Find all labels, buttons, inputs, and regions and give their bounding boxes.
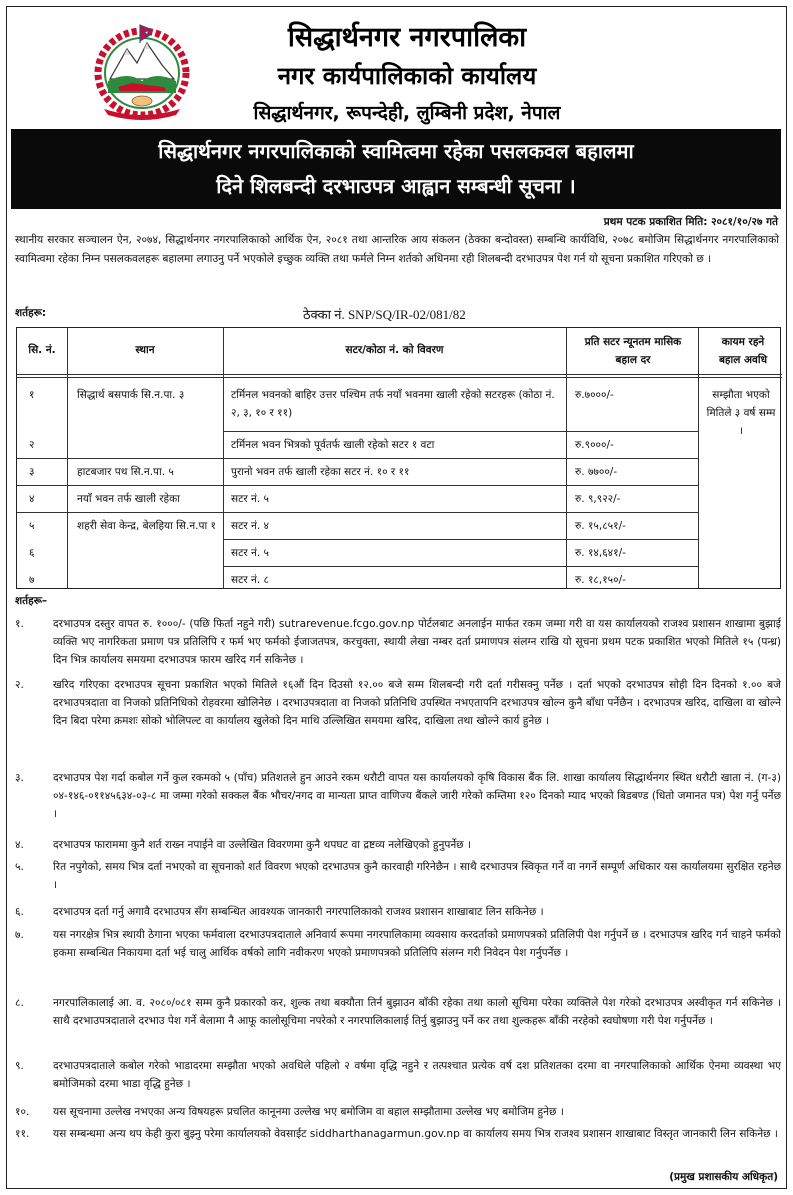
condition-item: ७. यस नगरक्षेत्र भित्र स्थायी ठेगाना भएका फर्मवाला दरभाउपत्रदाताले अनिवार्य रूपमा नगरपालिकामा व्यवसाय करदर्ताको प्रमाणपत्रको प्रतिलिपी पेश गर्नुपर्ने छ । दरभाउपत्र खरिद गर्न चाहने फर्मको हकमा सम्बन्धित निकायमा दर्ता भई चालु आर्थिक वर्षको लागि नवीकरण भएको प्रमाणपत्रको प्रतिलिपि संलग्न गरी निवेदन पेश गर्नुपर्नेछ । (15, 929, 781, 960)
header-duration: कायम रहने बहाल अवधि (718, 336, 768, 366)
notice-title-banner (11, 129, 781, 209)
condition-item: २. खरिद गरिएका दरभाउपत्र सूचना प्रकाशित भएको मितिले १६औं दिन दिउसो १२.०० बजे सम्म शिलबन्दी गरी दर्ता गरीसक्नु पर्नेछ । दर्ता भएको दरभाउपत्र सोही दिन दिनको १.०० बजे दरभाउपत्रदाता वा निजको प्रतिनिधिको रोहवरमा खोलिनेछ । दरभाउपत्रदाता वा निजको प्रतिनिधि उपस्थित नभएतापनि दरभाउपत्र खोल्न कुनै बाँधा पर्नेछैन । दरभाउपत्र खरिद, दाखिला वा खोल्ने दिन बिदा परेमा क्रमशः सोको भोलिपल्ट वा कार्यालय खुलेको दिन माथि उल्लिखित समयमा खरिद, दाखिला तथा खोल्ने कार्य हुनेछ । (15, 679, 781, 728)
condition-item: ५. रित नपुगेको, समय भित्र दर्ता नभएको वा सूचनाको शर्त विवरण भएको दरभाउपत्र कुनै कारवाही गरिनेछैन । साथै दरभाउपत्र स्विकृत गर्ने वा नगर्ने सम्पूर्ण अधिकार यस कार्यालयमा सुरक्षित रहनेछ । (15, 861, 781, 892)
office-address: सिद्धार्थनगर, रूपन्देही, लुम्बिनी प्रदेश, नेपाल (253, 102, 561, 124)
table-row-shutter: टर्मिनल भवन भित्रको पूर्वतर्फ खाली रहेको सटर १ वटा (231, 439, 435, 451)
condition-item: १. दरभाउपत्र दस्तुर वापत रु. १०००/- (पछि फिर्ता नहुने गरी) sutrarevenue.fcgo.gov.np पोर्टलबाट अनलाईन मार्फत रकम जम्मा गरी वा यस कार्यालयको राजश्व प्रशासन शाखामा बुझाई व्यक्ति भए नागरिकता प्रमाण पत्र प्रतिलिपि र फर्म भए फर्मको ईजाजतपत्र, करचुक्ता, स्थायी लेखा नम्बर दर्ता प्रमाणपत्र संलग्न राखि यो सूचना प्रथम पटक प्रकाशित भएको मितिले १५ (पन्ध्र) दिन भित्र कार्यालय समयमा दरभाउपत्र फारम खरिद गर्न सकिनेछ । (15, 618, 781, 667)
condition-item: १०. यस सूचनामा उल्लेख नभएका अन्य विषयहरू प्रचलित कानूनमा उल्लेख भए बमोजिम वा बहाल सम्झौतामा उल्लेख भए बमोजिम हुनेछ । (15, 1106, 564, 1118)
table-row-rate: रु.७०००/- (575, 389, 614, 401)
table-row-shutter: सटर नं. ४ (231, 520, 269, 532)
table-row-sn: १ (29, 389, 35, 401)
lease-duration: सम्झौता भएको मितिले ३ वर्ष सम्म । (706, 389, 776, 437)
header-rate: प्रति सटर न्यूनतम मासिक बहाल दर (584, 336, 682, 366)
header-sn: सि. नं. (28, 344, 56, 356)
municipality-name: सिद्धार्थनगर नगरपालिका (287, 22, 527, 53)
table-row-rate: रु. ९,९२२/- (575, 493, 621, 505)
condition-item: ४. दरभाउपत्र फाराममा कुनै शर्त राख्न नपाईने वा उल्लेखित विवरणमा कुनै थपघट वा द्रष्टव्य नलेखिएको हुनुपर्नेछ । (15, 839, 472, 851)
signatory-title: (प्रमुख प्रशासकीय अधिकृत) (669, 1171, 778, 1183)
table-row-shutter: सटर नं. ८ (231, 574, 269, 586)
table-row-place: सिद्धार्थ बसपार्क सि.न.पा. ३ (77, 389, 185, 401)
table-row-place: नयाँ भवन तर्फ खाली रहेका (77, 493, 180, 505)
table-row-sn: ६ (29, 547, 35, 559)
table-row-shutter: पुरानो भवन तर्फ खाली रहेका सटर नं. १० र ११ (231, 466, 410, 478)
table-row-sn: २ (29, 439, 35, 451)
header (7, 7, 785, 127)
table-row-sn: ३ (29, 466, 35, 478)
publication-date: प्रथम पटक प्रकाशित मिति: २०८१/१०/२७ गते (603, 216, 778, 228)
tender-number: ठेक्का नं. SNP/SQ/IR-02/081/82 (303, 307, 466, 322)
table-row-shutter: सटर नं. ५ (231, 493, 269, 505)
table-row-shutter: टर्मिनल भवनको बाहिर उत्तर पश्चिम तर्फ नयाँ भवनमा खाली रहेको सटरहरू (कोठा नं. २, ३, १० र ११) (231, 389, 555, 419)
notice-page (6, 6, 787, 1189)
table-row-sn: ७ (29, 574, 35, 586)
table-row-place: शहरी सेवा केन्द्र, बेलहिया सि.न.पा १ (77, 520, 216, 532)
table-row-rate: रु. १५,८५१/- (575, 520, 626, 532)
notice-title-line2: दिने शिलबन्दी दरभाउपत्र आह्वान सम्बन्धी सूचना । (216, 174, 576, 198)
table-row-rate: रु. १४,६४१/- (575, 547, 626, 559)
table-row-sn: ४ (29, 493, 35, 505)
table-row-rate: रु. १८,१५०/- (575, 574, 626, 586)
notice-title-line1: सिद्धार्थनगर नगरपालिकाको स्वामित्वमा रहेका पसलकवल बहालमा (158, 139, 634, 163)
condition-item: ३. दरभाउपत्र पेश गर्दा कबोल गर्ने कुल रकमको ५ (पाँच) प्रतिशतले हुन आउने रकम धरौटी वापत यस कार्यालयको कृषि विकास बैंक लि. शाखा कार्यालय सिद्धार्थनगर स्थित धरौटी खाता नं. (ग-३) ०४-१४६-०११४५६३४-०३-८ मा जम्मा गरेको सक्कल बैंक भौचर/नगद वा मान्यता प्राप्त वाणिज्य बैंकले जारी गरेको कम्तिमा १२० दिनको म्याद भएको बिडबण्ड (धितो जमानत पत्र) पेश गर्नु पर्नेछ । (15, 772, 781, 821)
table-row-place: हाटबजार पथ सि.न.पा. ५ (77, 466, 174, 478)
condition-item: ६. दरभाउपत्र दर्ता गर्नु अगावै दरभाउपत्र सँग सम्बन्धित आवश्यक जानकारी नगरपालिकाको राजश्व प्रशासन शाखाबाट लिन सकिनेछ । (15, 906, 544, 918)
header-place: स्थान (135, 344, 155, 356)
shutter-table (16, 327, 781, 589)
header-shutter: सटर/कोठा नं. को विवरण (345, 344, 444, 356)
conditions-heading: शर्तहरू– (15, 595, 48, 607)
table-row-shutter: सटर नं. ५ (231, 547, 269, 559)
condition-item: ११. यस सम्बन्धमा अन्य थप केही कुरा बुझ्नु परेमा कार्यालयको वेवसाईट siddharthanagarmun.gov.np वा कार्यालय समय भित्र राजश्व प्रशासन शाखाबाट विस्तृत जानकारी लिन सकिनेछ । (15, 1128, 778, 1140)
table-row-rate: रु. ७७००/- (575, 466, 618, 478)
condition-item: ९. दरभाउपत्रदाताले कबोल गरेको भाडादरमा सम्झौता भएको अवधिले पहिलो २ वर्षमा वृद्धि नहुने र तत्पश्चात प्रत्येक वर्ष दश प्रतिशतका दरमा वा नगरपालिकाको आर्थिक ऐनमा व्यवस्था भए बमोजिमको दरमा भाडा वृद्धि हुनेछ । (15, 1060, 781, 1091)
office-name: नगर कार्यपालिकाको कार्यालय (277, 62, 537, 90)
nepal-emblem-icon (92, 21, 192, 121)
table-row-rate: रु.९०००/- (575, 439, 614, 451)
condition-item: ८. नगरपालिकालाई आ. व. २०८०/०८१ सम्म कुनै प्रकारको कर, शुल्क तथा बक्यौता तिर्न बुझाउन बाँकी रहेका तथा कालो सूचिमा परेका व्यक्तिले पेश गरेको दरभाउपत्र अस्वीकृत गर्न सकिनेछ । साथै दरभाउपत्रदाताले दरभाउ पेश गर्ने बेलामा नै आफू कालोसूचिमा नपरेको र नगरपालिकालाई तिर्नु बुझाउनु पर्ने कर तथा शुल्कहरू बाँकी नरहेको स्वघोषणा गरी पेश गर्नुपर्नेछ । (15, 997, 781, 1028)
conditions-label: शर्तहरू: (15, 307, 47, 319)
intro-paragraph: स्थानीय सरकार सञ्चालन ऐन, २०७४, सिद्धार्थनगर नगरपालिकाको आर्थिक ऐन, २०८१ तथा आन्तरिक आय संकलन (ठेक्का बन्दोवस्त) सम्बन्धि कार्यविधि, २०७८ बमोजिम सिद्धार्थनगर नगरपालिकाको स्वामित्वमा रहेका निम्न पसलकवलहरू बहालमा लगाउनु पर्ने भएकोले इच्छुक व्यक्ति तथा फर्मले निम्न शर्तको अधिनमा रही शिलबन्दी दरभाउपत्र पेश गर्न यो सूचना प्रकाशित गरिएको छ । (15, 234, 779, 265)
table-row-sn: ५ (29, 520, 35, 532)
